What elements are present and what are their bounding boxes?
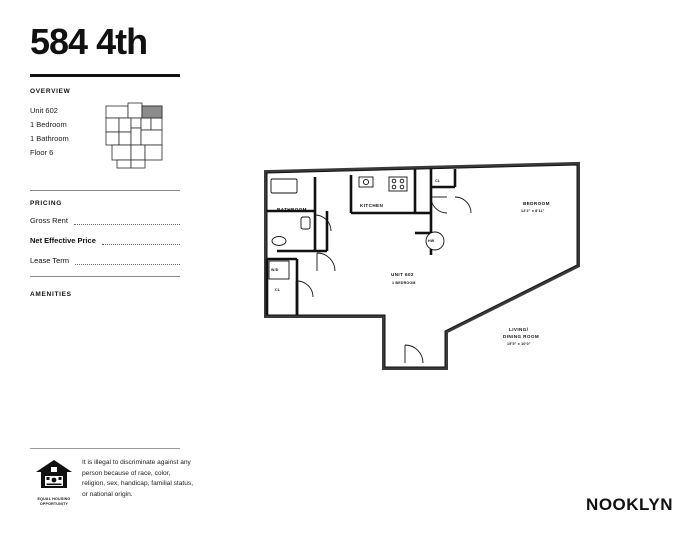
floorplan-svg xyxy=(255,155,675,395)
divider-pricing xyxy=(30,190,180,191)
toilet-icon xyxy=(301,217,310,229)
pricing-label-net-effective: Net Effective Price xyxy=(30,236,96,245)
divider-amenities xyxy=(30,276,180,277)
room-label-living: LIVING/ xyxy=(509,327,529,332)
title-divider xyxy=(30,74,180,77)
unit-sublabel: 1 BEDROOM xyxy=(392,281,416,285)
overview-block xyxy=(30,104,180,180)
range-icon xyxy=(389,177,407,191)
closet-label-hall: CL xyxy=(275,288,281,292)
house-icon xyxy=(34,458,74,490)
overview-line-bathroom: 1 Bathroom xyxy=(30,134,69,143)
pricing-label-gross-rent: Gross Rent xyxy=(30,216,68,225)
hot-water-label: HW xyxy=(428,239,435,243)
room-label-kitchen: KITCHEN xyxy=(360,203,384,208)
room-dims-living-dining: 19'5" x 10'0" xyxy=(507,342,531,346)
pricing-row-net-effective xyxy=(30,236,180,245)
room-dims-bedroom: 12'2" x 8'11" xyxy=(521,209,545,213)
overview-line-floor: Floor 6 xyxy=(30,148,54,157)
eho-text-line2: OPPORTUNITY xyxy=(39,502,69,506)
footer xyxy=(30,448,194,506)
pricing-row-lease-term xyxy=(30,256,180,265)
pricing-value-lease-term xyxy=(75,257,180,265)
pricing-heading: PRICING xyxy=(30,200,62,207)
legal-disclaimer: It is illegal to discriminate against any person because of race, color, religion, sex, handicap, familial status, or national origin. xyxy=(82,459,194,498)
bathtub-icon xyxy=(271,179,297,193)
pricing-value-net-effective xyxy=(102,237,180,245)
overview-line-bedroom: 1 Bedroom xyxy=(30,120,67,129)
page-title: 584 4th xyxy=(30,21,148,62)
equal-housing-opportunity-logo xyxy=(30,458,78,507)
overview-line-unit: Unit 602 xyxy=(30,106,58,115)
room-label-dining: DINING ROOM xyxy=(503,334,540,339)
footer-divider xyxy=(30,448,180,449)
amenities-heading: AMENITIES xyxy=(30,291,72,298)
eho-text-line1: EQUAL HOUSING xyxy=(37,497,71,501)
floorplan-drawing xyxy=(255,155,675,395)
closet-label-bedroom: CL xyxy=(435,179,441,183)
pricing-label-lease-term: Lease Term xyxy=(30,256,70,265)
info-sidebar xyxy=(30,88,180,307)
pricing-row-gross-rent xyxy=(30,216,180,225)
bath-sink-icon xyxy=(272,237,286,246)
overview-heading: OVERVIEW xyxy=(30,88,71,95)
keyplan-highlight-unit xyxy=(142,106,162,118)
washer-dryer-label: W/D xyxy=(271,268,279,272)
pricing-value-gross-rent xyxy=(74,217,180,225)
unit-label: UNIT 602 xyxy=(391,272,414,277)
room-label-bathroom: BATHROOM xyxy=(277,207,307,212)
brand-logo: NOOKLYN xyxy=(586,495,673,514)
room-label-bedroom: BEDROOM xyxy=(523,201,550,206)
keyplan-diagram xyxy=(98,100,182,176)
